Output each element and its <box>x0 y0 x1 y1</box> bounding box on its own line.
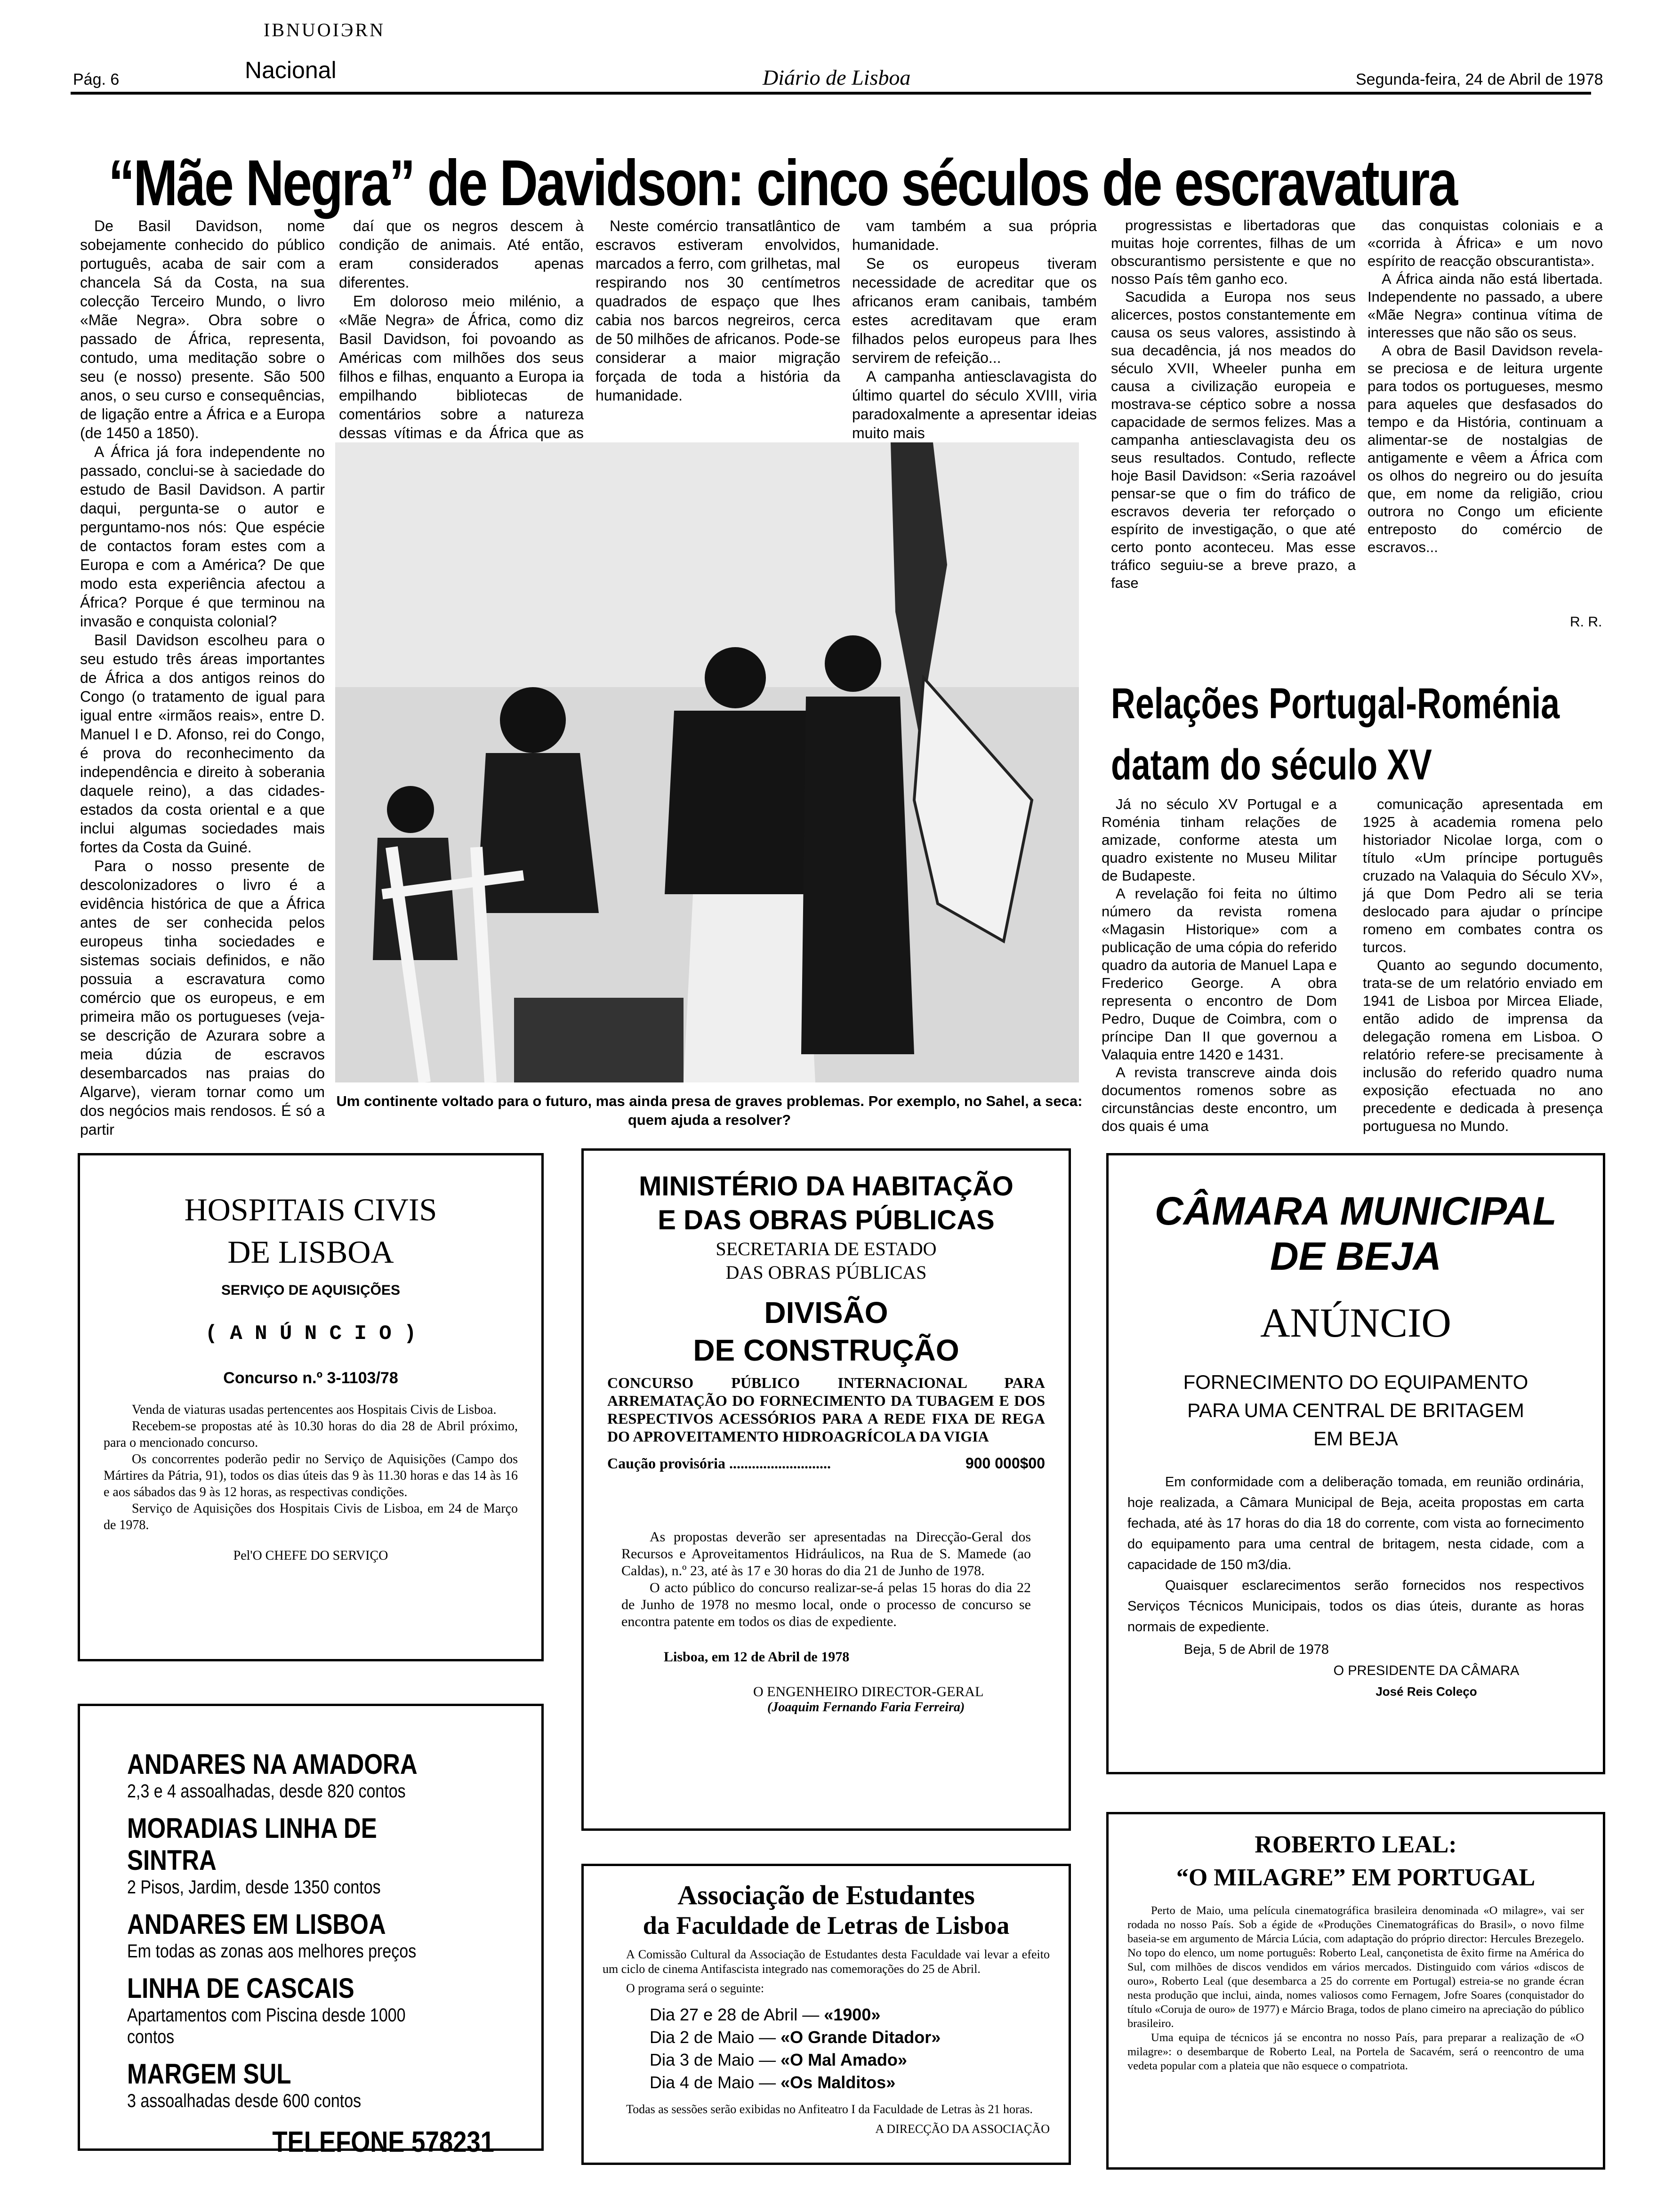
ad-andares <box>78 1704 544 2158</box>
ad-paragraph: Perto de Maio, uma película cinematográfica brasileira denominada «O milagre», vai ser rodada no nosso País. Sob a égide de «Produções Cinematográficas do Brasil», o novo filme baseia-se em argumento de Márcia Lúcia, com adaptação do próprio director: Hercules Brezegelo. No topo do elenco, um nome português: Roberto Leal, cançonetista de êxito firme na América do Sul, com milhões de discos vendidos em vários mercados. Distinguido com vários «discos de ouro», Roberto Leal (que desembarca a 25 do corrente em Portugal) estreia-se no grande écran nesta produção que inclui, ainda, nomes valiosos como Fernagem, Jofre Soares (conquistador do título «Coruja de ouro» de 1977) e Márcio Braga, todos de plano cimeiro na apreciação do público brasileiro. <box>1127 1904 1584 2030</box>
ad-listing <box>127 1812 494 1898</box>
ad-body <box>607 1529 1045 1630</box>
program-film: «O Mal Amado» <box>780 2050 907 2069</box>
ad-title: CÂMARA MUNICIPAL <box>1155 1189 1557 1233</box>
listing-heading: ANDARES NA AMADORA <box>127 1748 418 1780</box>
ad-program-label: O programa será o seguinte: <box>626 1981 764 1995</box>
ad-body <box>1127 1472 1584 1637</box>
ad-signature-name: (Joaquim Fernando Faria Ferreira) <box>767 1700 965 1715</box>
ad-roberto-leal <box>1106 1812 1605 2170</box>
ad-title: ROBERTO LEAL: <box>1255 1831 1457 1858</box>
ad-title: E DAS OBRAS PÚBLICAS <box>658 1205 995 1235</box>
article-paragraph: A revista transcreve ainda dois documentos romenos sobre as circunstâncias deste encontro, um dos quais é uma <box>1102 1064 1337 1134</box>
program-item <box>650 2049 1050 2071</box>
ad-listing <box>127 1908 494 1962</box>
article-paragraph: A campanha antiesclavagista do último quartel do século XVIII, viria paradoxalmente a apresentar ideias muito mais <box>852 368 1097 441</box>
ad-signature: Pel'O CHEFE DO SERVIÇO <box>233 1548 388 1563</box>
article-paragraph: Para o nosso presente de descolonizadores o livro é a evidência histórica de que a África antes de ser conhecida pelos europeus tinha sociedades e sistemas sociais definidos, e não possuia a escravatura como comércio que os europeus, e em primeira mão os portugueses (veja-se descrição de Azurara sobre a meia dúzia de escravos desembarcados nas praias do Algarve), vieram tornar como um dos negócios mais rendosos. É só a partir <box>80 858 325 1138</box>
ad-body <box>1127 1904 1584 2073</box>
ad-announce: ( A N Ú N C I O ) <box>205 1322 417 1346</box>
ad-subtitle: PARA UMA CENTRAL DE BRITAGEM <box>1187 1399 1524 1421</box>
listing-heading: MARGEM SUL <box>127 2058 291 2090</box>
ad-signature: O ENGENHEIRO DIRECTOR-GERAL <box>753 1684 984 1699</box>
ad-title: DE LISBOA <box>227 1234 394 1270</box>
romenia-headline <box>1111 673 1560 795</box>
ad-title: Associação de Estudantes <box>677 1880 975 1910</box>
listing-detail: Em todas as zonas aos melhores preços <box>127 1941 417 1962</box>
ad-paragraph: Em conformidade com a deliberação tomada, em reunião ordinária, hoje realizada, a Câmara Municipal de Beja, aceita propostas em carta fechada, até às 17 horas do dia 18 do corrente, com vista ao fornecimento do equipamento para uma central de britagem, nesta cidade, com a capacidade de 150 m3/dia. <box>1127 1475 1584 1572</box>
article-column-2 <box>339 216 584 461</box>
listing-detail: 3 assoalhadas desde 600 contos <box>127 2091 362 2111</box>
listing-detail: Apartamentos com Piscina desde 1000 contos <box>127 2005 406 2047</box>
ad-division: DE CONSTRUÇÃO <box>693 1333 959 1367</box>
romenia-column-2 <box>1363 795 1603 1135</box>
ad-contest-number: Concurso n.º 3-1103/78 <box>223 1369 398 1387</box>
program-date: Dia 2 de Maio — <box>650 2028 776 2047</box>
ad-intro: A Comissão Cultural da Associação de Estudantes desta Faculdade vai levar a efeito um ciclo de cinema Antifascista integrado nas comemorações do 25 de Abril. <box>603 1948 1050 1976</box>
article-paragraph: Sacudida a Europa nos seus alicerces, postos constantemente em causa os seus valores, assistindo à sua decadência, já nos meados do século XVII, Wheeler punha em causa a civilização europeia e mostrava-se céptico sobre a nossa capacidade de sermos felizes. Mas a campanha antiesclavagista deu os seus resultados. Contudo, reflecte hoje Basil Davidson: «Seria razoável pensar-se que o fim do tráfico de escravos deveria ter reforçado o espírito de investigação, o que até certo ponto aconteceu. Mas esse tráfico seguiu-se a breve prazo, a fase <box>1111 289 1356 591</box>
article-paragraph: De Basil Davidson, nome sobejamente conhecido do público português, acaba de sair com a chancela Sá da Costa, na sua colecção Terceiro Mundo, o livro «Mãe Negra». Obra sobre o passado de África, representa, contudo, uma meditação sobre o seu (e nosso) presente. São 500 anos, o seu curso e consequências, de ligação entre a África e a Europa (de 1450 a 1850). <box>80 217 325 441</box>
ad-subtitle: EM BEJA <box>1313 1427 1398 1450</box>
masthead-rule <box>71 92 1591 95</box>
article-paragraph: A África ainda não está libertada. Independente no passado, a ubere «Mãe Negra» continua vítima de interesses que não são os seus. <box>1367 271 1603 341</box>
ad-subtitle: SERVIÇO DE AQUISIÇÕES <box>221 1282 401 1298</box>
program-item <box>650 2004 1050 2026</box>
program-item <box>650 2071 1050 2094</box>
ad-paragraph: Venda de viaturas usadas pertencentes aos Hospitais Civis de Lisboa. <box>132 1403 497 1417</box>
article-paragraph: Em doloroso meio milénio, a «Mãe Negra» de África, como diz Basil Davidson, foi povoando as Américas com milhões dos seus filhos e filhas, enquanto a Europa ia empilhando bibliotecas de comentários sobre a natureza dessas vítimas e da África que as <box>339 293 584 441</box>
ad-hospitais-civis <box>78 1153 544 1661</box>
ad-paragraph: Serviço de Aquisições dos Hospitais Civis de Lisboa, em 24 de Março de 1978. <box>104 1501 518 1532</box>
ad-caucao <box>607 1455 1045 1472</box>
article-paragraph: A África já fora independente no passado, conclui-se à saciedade do estudo de Basil Davidson. A partir daqui, pergunta-se o autor e perguntamo-nos nós: Que espécie de contactos foram estes com a Europa e com a América? De que modo esta experiência afectou a África? Porque é que terminou na invasão e conquista colonial? <box>80 443 325 630</box>
article-photo <box>335 442 1079 1082</box>
listing-heading: ANDARES EM LISBOA <box>127 1908 386 1940</box>
program-film: «1900» <box>824 2005 881 2024</box>
listing-detail: 2 Pisos, Jardim, desde 1350 contos <box>127 1877 381 1898</box>
issue-date: Segunda-feira, 24 de Abril de 1978 <box>1356 71 1603 88</box>
article-paragraph: daí que os negros descem à condição de animais. Até então, eram considerados apenas diferentes. <box>339 217 584 291</box>
program-date: Dia 3 de Maio — <box>650 2050 776 2069</box>
ad-paragraph: Quaisquer esclarecimentos serão fornecidos nos respectivos Serviços Técnicos Municipais, todos os dias úteis, durante as horas normais de expediente. <box>1127 1578 1584 1635</box>
ad-title: MINISTÉRIO DA HABITAÇÃO <box>639 1171 1014 1202</box>
page-number: Pág. 6 <box>73 71 120 88</box>
romenia-headline-line-1: Relações Portugal-Roménia <box>1111 680 1560 728</box>
ad-title: da Faculdade de Letras de Lisboa <box>643 1911 1010 1940</box>
article-column-1 <box>80 216 325 1139</box>
article-paragraph: A revelação foi feita no último número da revista romena «Magasin Historique» com a publicação de uma cópia do referido quadro da autoria de Manuel Lapa e Frederico George. A obra representa o encontro de Dom Pedro, Duque de Coimbra, com o príncipe Dan II que governou a Valaquia entre 1420 e 1431. <box>1102 885 1337 1063</box>
ad-contest-title: CONCURSO PÚBLICO INTERNACIONAL PARA ARREMATAÇÃO DO FORNECIMENTO DA TUBAGEM E DOS RESPECTIVOS ACESSÓRIOS PARA A REDE FIXA DE REGA DO APROVEITAMENTO HIDROAGRÍCOLA DA VIGIA <box>607 1374 1045 1445</box>
ad-program <box>650 2004 1050 2094</box>
ad-paragraph: Os concorrentes poderão pedir no Serviço de Aquisições (Campo dos Mártires da Pátria, 91), todos os dias úteis das 9 às 11.30 horas e das 14 às 16 e aos sábados das 9 às 12 horas, as respectivas condições. <box>104 1452 518 1499</box>
ad-title: HOSPITAIS CIVIS <box>184 1192 437 1227</box>
program-film: «Os Malditos» <box>780 2073 896 2092</box>
ad-footer: Todas as sessões serão exibidas no Anfiteatro I da Faculdade de Letras às 21 horas. <box>626 2102 1033 2116</box>
listing-heading: LINHA DE CASCAIS <box>127 1972 354 2004</box>
ad-signature: A DIRECÇÃO DA ASSOCIAÇÃO <box>875 2122 1050 2136</box>
listing-heading: MORADIAS LINHA DE SINTRA <box>127 1812 377 1876</box>
ad-signature: O PRESIDENTE DA CÂMARA <box>1333 1663 1520 1678</box>
listing-detail: 2,3 e 4 assoalhadas, desde 820 contos <box>127 1781 406 1802</box>
ad-body <box>104 1402 518 1533</box>
ad-listing <box>127 1748 494 1802</box>
article-paragraph: das conquistas coloniais e a «corrida à África» e um novo espírito de reacção obscurantista». <box>1367 217 1603 269</box>
section-name: Nacional <box>245 57 337 83</box>
ad-subtitle: SECRETARIA DE ESTADO <box>716 1238 937 1259</box>
ad-listing <box>127 2058 494 2112</box>
photo-illustration <box>335 442 1079 1082</box>
caucao-value: 900 000$00 <box>965 1455 1045 1472</box>
program-item <box>650 2026 1050 2049</box>
ad-date: Beja, 5 de Abril de 1978 <box>1184 1642 1329 1657</box>
ad-camara-beja <box>1106 1153 1605 1774</box>
article-paragraph: Já no século XV Portugal e a Roménia tinham relações de amizade, conforme atesta um quadro existente no Museu Militar de Budapeste. <box>1102 796 1337 884</box>
article-paragraph: comunicação apresentada em 1925 à academia romena pelo historiador Nicolae Iorga, com o título «Um príncipe português cruzado na Valaquia do Século XV», já que Dom Pedro ali se teria deslocado para ajudar o príncipe romeno em combates contra os turcos. <box>1363 796 1603 955</box>
top-mark: IBNUOIЭRN <box>264 19 385 40</box>
article-paragraph: Quanto ao segundo documento, trata-se de um relatório enviado em 1941 de Lisboa por Mircea Eliade, então adido de imprensa da delegação romena em Lisboa. O relatório refere-se precisamente à inclusão do referido quadro numa exposição efectuada no ano precedente e dedicada à presença portuguesa no Mundo. <box>1363 957 1603 1134</box>
ad-paragraph: Recebem-se propostas até às 10.30 horas do dia 28 de Abril próximo, para o mencionado concurso. <box>104 1419 518 1450</box>
main-headline: “Mãe Negra” de Davidson: cinco séculos de escravatura <box>108 147 1456 219</box>
ad-date: Lisboa, em 12 de Abril de 1978 <box>664 1649 850 1665</box>
caucao-label: Caução provisória ........................... <box>607 1455 831 1472</box>
newspaper-name: Diário de Lisboa <box>763 65 911 89</box>
article-paragraph: vam também a sua própria humanidade. <box>852 217 1097 253</box>
ad-signature-name: José Reis Coleço <box>1375 1684 1477 1699</box>
ad-paragraph: As propostas deverão ser apresentadas na Direcção-Geral dos Recursos e Aproveitamentos Hidráulicos, na Rua de S. Mamede (ao Caldas), n.º 23, até às 17 e 30 horas do dia 21 de Junho de 1978. <box>621 1529 1031 1579</box>
article-paragraph: Basil Davidson escolheu para o seu estudo três áreas importantes de África a dos antigos reinos do Congo (o tratamento de igual para igual entre «irmãos reais», entre D. Manuel I e D. Afonso, rei do Congo, é prova do reconhecimento da independência e direito à soberania daquele reino), a das cidades-estados da costa oriental e a que inclui algumas sociedades mais fortes da Costa da Guiné. <box>80 632 325 856</box>
ad-phone: TELEFONE 578231 <box>272 2126 494 2158</box>
article-column-4 <box>852 216 1097 442</box>
program-date: Dia 4 de Maio — <box>650 2073 776 2092</box>
article-column-5 <box>1111 216 1356 592</box>
ad-subtitle: DAS OBRAS PÚBLICAS <box>725 1262 927 1283</box>
article-column-6 <box>1367 216 1603 556</box>
photo-caption: Um continente voltado para o futuro, mas ainda presa de graves problemas. Por exemplo, no Sahel, a seca: quem ajuda a resolver? <box>336 1093 1083 1128</box>
article-paragraph: A obra de Basil Davidson revela-se preciosa e de leitura urgente para todos os portugueses, mesmo para aqueles que desfasados do tempo e da História, continuam a alimentar-se de nostalgias de antigamente e vêem a África com os olhos do negreiro ou do jesuíta que, em nome da religião, criou outrora no Congo um eficiente entreposto do comércio de escravos... <box>1367 342 1603 555</box>
article-paragraph: Se os europeus tiveram necessidade de acreditar que os africanos eram canibais, também estes acreditavam que eram filhados pelos europeus para lhes servirem de refeição... <box>852 255 1097 366</box>
article-column-3 <box>595 216 840 405</box>
ad-ministerio-habitacao <box>581 1148 1071 1831</box>
ad-title: DE BEJA <box>1270 1234 1442 1278</box>
program-date: Dia 27 e 28 de Abril — <box>650 2005 820 2024</box>
article-byline: R. R. <box>1570 614 1602 630</box>
ad-announce: ANÚNCIO <box>1260 1300 1451 1346</box>
romenia-column-1 <box>1102 795 1337 1135</box>
romenia-headline-line-2: datam do século XV <box>1111 741 1432 789</box>
program-film: «O Grande Ditador» <box>780 2028 941 2047</box>
ad-paragraph: O acto público do concurso realizar-se-á pelas 15 horas do dia 22 de Junho de 1978 no mesmo local, onde o processo de concurso se encontra patente em todos os dias de expediente. <box>621 1580 1031 1629</box>
ad-subtitle: FORNECIMENTO DO EQUIPAMENTO <box>1183 1371 1528 1393</box>
article-paragraph: Neste comércio transatlântico de escravos estiveram envolvidos, marcados a ferro, com grilhetas, mal respirando nos 30 centímetros quadrados de espaço que lhes cabia nos barcos negreiros, cerca de 50 milhões de africanos. Pode-se considerar a maior migração forçada de toda a história da humanidade. <box>595 217 840 404</box>
ad-title: “O MILAGRE” EM PORTUGAL <box>1176 1864 1536 1891</box>
ad-listing <box>127 1972 494 2048</box>
ad-associacao-estudantes <box>581 1864 1071 2165</box>
ad-paragraph: Uma equipa de técnicos já se encontra no nosso País, para preparar a realização de «O milagre»: o desembarque de Roberto Leal, na Portela de Sacavém, será o reencontro de uma vedeta popular com a plateia que não esquece o compatriota. <box>1127 2031 1584 2072</box>
ad-division: DIVISÃO <box>764 1296 888 1330</box>
article-paragraph: progressistas e libertadoras que muitas hoje correntes, filhas de um obscurantismo persistente e que no nosso País têm ganho eco. <box>1111 217 1356 287</box>
